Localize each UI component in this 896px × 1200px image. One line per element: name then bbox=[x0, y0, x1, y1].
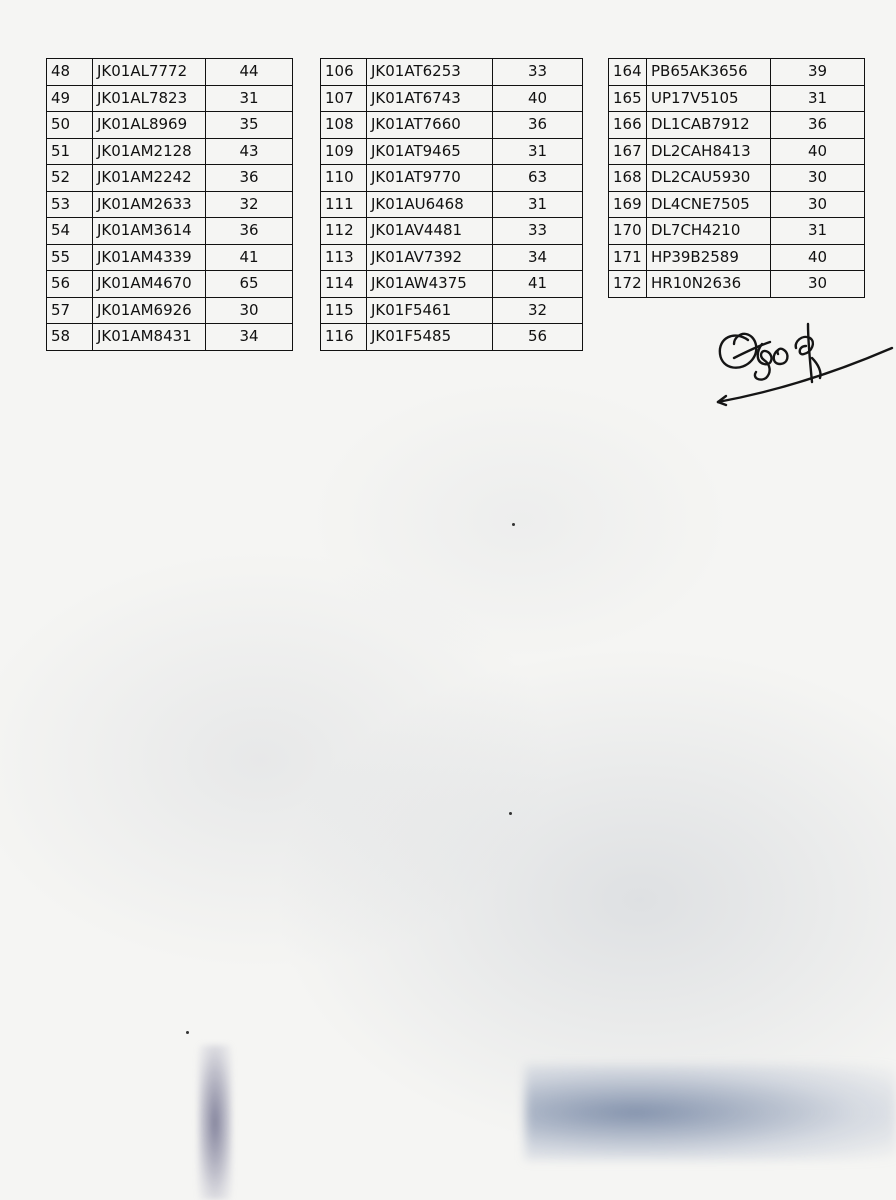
table-row bbox=[321, 324, 583, 351]
table-row bbox=[609, 165, 865, 192]
ink-smudge bbox=[198, 1045, 232, 1200]
quantity-cell: 36 bbox=[206, 165, 293, 192]
serial-number-cell: 115 bbox=[321, 297, 367, 324]
serial-number-cell: 114 bbox=[321, 271, 367, 298]
registration-number-cell: JK01AU6468 bbox=[367, 191, 493, 218]
serial-number-cell: 49 bbox=[47, 85, 93, 112]
table-body bbox=[609, 59, 865, 298]
quantity-cell: 30 bbox=[771, 191, 865, 218]
table-row bbox=[609, 191, 865, 218]
table-row bbox=[47, 112, 293, 139]
registration-number-cell: JK01AM3614 bbox=[93, 218, 206, 245]
serial-number-cell: 57 bbox=[47, 297, 93, 324]
registration-number-cell: DL4CNE7505 bbox=[647, 191, 771, 218]
quantity-cell: 30 bbox=[771, 271, 865, 298]
table-row bbox=[321, 191, 583, 218]
table-row bbox=[47, 324, 293, 351]
quantity-cell: 36 bbox=[771, 112, 865, 139]
quantity-cell: 30 bbox=[206, 297, 293, 324]
serial-number-cell: 107 bbox=[321, 85, 367, 112]
registration-number-cell: JK01AL8969 bbox=[93, 112, 206, 139]
speck bbox=[509, 812, 512, 815]
registration-number-cell: HP39B2589 bbox=[647, 244, 771, 271]
serial-number-cell: 171 bbox=[609, 244, 647, 271]
table-row bbox=[47, 271, 293, 298]
serial-number-cell: 55 bbox=[47, 244, 93, 271]
table-row bbox=[47, 244, 293, 271]
registration-number-cell: JK01AV4481 bbox=[367, 218, 493, 245]
quantity-cell: 36 bbox=[493, 112, 583, 139]
registration-number-cell: DL2CAU5930 bbox=[647, 165, 771, 192]
table-row bbox=[321, 297, 583, 324]
serial-number-cell: 164 bbox=[609, 59, 647, 86]
registration-number-cell: JK01AT6743 bbox=[367, 85, 493, 112]
registration-number-cell: JK01AM4670 bbox=[93, 271, 206, 298]
quantity-cell: 41 bbox=[206, 244, 293, 271]
serial-number-cell: 108 bbox=[321, 112, 367, 139]
registration-number-cell: DL2CAH8413 bbox=[647, 138, 771, 165]
serial-number-cell: 166 bbox=[609, 112, 647, 139]
vehicle-table-1 bbox=[46, 58, 293, 351]
quantity-cell: 32 bbox=[493, 297, 583, 324]
quantity-cell: 33 bbox=[493, 218, 583, 245]
serial-number-cell: 56 bbox=[47, 271, 93, 298]
registration-number-cell: JK01AL7772 bbox=[93, 59, 206, 86]
table-row bbox=[47, 59, 293, 86]
serial-number-cell: 111 bbox=[321, 191, 367, 218]
table-row bbox=[609, 218, 865, 245]
registration-number-cell: HR10N2636 bbox=[647, 271, 771, 298]
registration-number-cell: DL1CAB7912 bbox=[647, 112, 771, 139]
table-row bbox=[609, 138, 865, 165]
registration-number-cell: JK01AW4375 bbox=[367, 271, 493, 298]
registration-number-cell: JK01AM2242 bbox=[93, 165, 206, 192]
registration-number-cell: JK01AM4339 bbox=[93, 244, 206, 271]
table-row bbox=[609, 59, 865, 86]
quantity-cell: 39 bbox=[771, 59, 865, 86]
table-row bbox=[47, 218, 293, 245]
quantity-cell: 63 bbox=[493, 165, 583, 192]
table-row bbox=[47, 85, 293, 112]
vehicle-table-3 bbox=[608, 58, 865, 298]
table-row bbox=[609, 85, 865, 112]
serial-number-cell: 170 bbox=[609, 218, 647, 245]
ink-smudge bbox=[525, 1065, 896, 1160]
quantity-cell: 41 bbox=[493, 271, 583, 298]
quantity-cell: 31 bbox=[206, 85, 293, 112]
registration-number-cell: JK01AV7392 bbox=[367, 244, 493, 271]
table-body bbox=[47, 59, 293, 351]
quantity-cell: 44 bbox=[206, 59, 293, 86]
serial-number-cell: 106 bbox=[321, 59, 367, 86]
quantity-cell: 31 bbox=[493, 191, 583, 218]
registration-number-cell: JK01AT9770 bbox=[367, 165, 493, 192]
table-body bbox=[321, 59, 583, 351]
speck bbox=[512, 523, 515, 526]
registration-number-cell: JK01AT7660 bbox=[367, 112, 493, 139]
table-row bbox=[321, 218, 583, 245]
table-row bbox=[609, 112, 865, 139]
registration-number-cell: DL7CH4210 bbox=[647, 218, 771, 245]
quantity-cell: 40 bbox=[493, 85, 583, 112]
registration-number-cell: JK01AT9465 bbox=[367, 138, 493, 165]
quantity-cell: 40 bbox=[771, 138, 865, 165]
serial-number-cell: 50 bbox=[47, 112, 93, 139]
registration-number-cell: UP17V5105 bbox=[647, 85, 771, 112]
serial-number-cell: 52 bbox=[47, 165, 93, 192]
quantity-cell: 65 bbox=[206, 271, 293, 298]
quantity-cell: 43 bbox=[206, 138, 293, 165]
quantity-cell: 31 bbox=[771, 218, 865, 245]
serial-number-cell: 165 bbox=[609, 85, 647, 112]
table-row bbox=[321, 112, 583, 139]
table-row bbox=[47, 191, 293, 218]
table-row bbox=[47, 297, 293, 324]
registration-number-cell: JK01F5461 bbox=[367, 297, 493, 324]
registration-number-cell: JK01AM6926 bbox=[93, 297, 206, 324]
quantity-cell: 34 bbox=[493, 244, 583, 271]
serial-number-cell: 116 bbox=[321, 324, 367, 351]
quantity-cell: 30 bbox=[771, 165, 865, 192]
serial-number-cell: 113 bbox=[321, 244, 367, 271]
table-row bbox=[321, 244, 583, 271]
registration-number-cell: JK01F5485 bbox=[367, 324, 493, 351]
registration-number-cell: JK01AM8431 bbox=[93, 324, 206, 351]
quantity-cell: 32 bbox=[206, 191, 293, 218]
serial-number-cell: 48 bbox=[47, 59, 93, 86]
serial-number-cell: 51 bbox=[47, 138, 93, 165]
serial-number-cell: 58 bbox=[47, 324, 93, 351]
table-row bbox=[47, 165, 293, 192]
registration-number-cell: PB65AK3656 bbox=[647, 59, 771, 86]
serial-number-cell: 172 bbox=[609, 271, 647, 298]
serial-number-cell: 112 bbox=[321, 218, 367, 245]
quantity-cell: 56 bbox=[493, 324, 583, 351]
table-row bbox=[321, 59, 583, 86]
table-row bbox=[47, 138, 293, 165]
quantity-cell: 31 bbox=[771, 85, 865, 112]
table-row bbox=[609, 271, 865, 298]
table-row bbox=[321, 138, 583, 165]
quantity-cell: 35 bbox=[206, 112, 293, 139]
serial-number-cell: 53 bbox=[47, 191, 93, 218]
registration-number-cell: JK01AM2633 bbox=[93, 191, 206, 218]
quantity-cell: 36 bbox=[206, 218, 293, 245]
handwritten-signature bbox=[712, 312, 896, 412]
table-row bbox=[321, 165, 583, 192]
table-row bbox=[609, 244, 865, 271]
speck bbox=[186, 1031, 189, 1034]
serial-number-cell: 168 bbox=[609, 165, 647, 192]
quantity-cell: 40 bbox=[771, 244, 865, 271]
registration-number-cell: JK01AM2128 bbox=[93, 138, 206, 165]
serial-number-cell: 109 bbox=[321, 138, 367, 165]
registration-number-cell: JK01AL7823 bbox=[93, 85, 206, 112]
quantity-cell: 31 bbox=[493, 138, 583, 165]
serial-number-cell: 110 bbox=[321, 165, 367, 192]
table-row bbox=[321, 85, 583, 112]
serial-number-cell: 167 bbox=[609, 138, 647, 165]
serial-number-cell: 54 bbox=[47, 218, 93, 245]
quantity-cell: 34 bbox=[206, 324, 293, 351]
registration-number-cell: JK01AT6253 bbox=[367, 59, 493, 86]
table-row bbox=[321, 271, 583, 298]
serial-number-cell: 169 bbox=[609, 191, 647, 218]
quantity-cell: 33 bbox=[493, 59, 583, 86]
vehicle-table-2 bbox=[320, 58, 583, 351]
